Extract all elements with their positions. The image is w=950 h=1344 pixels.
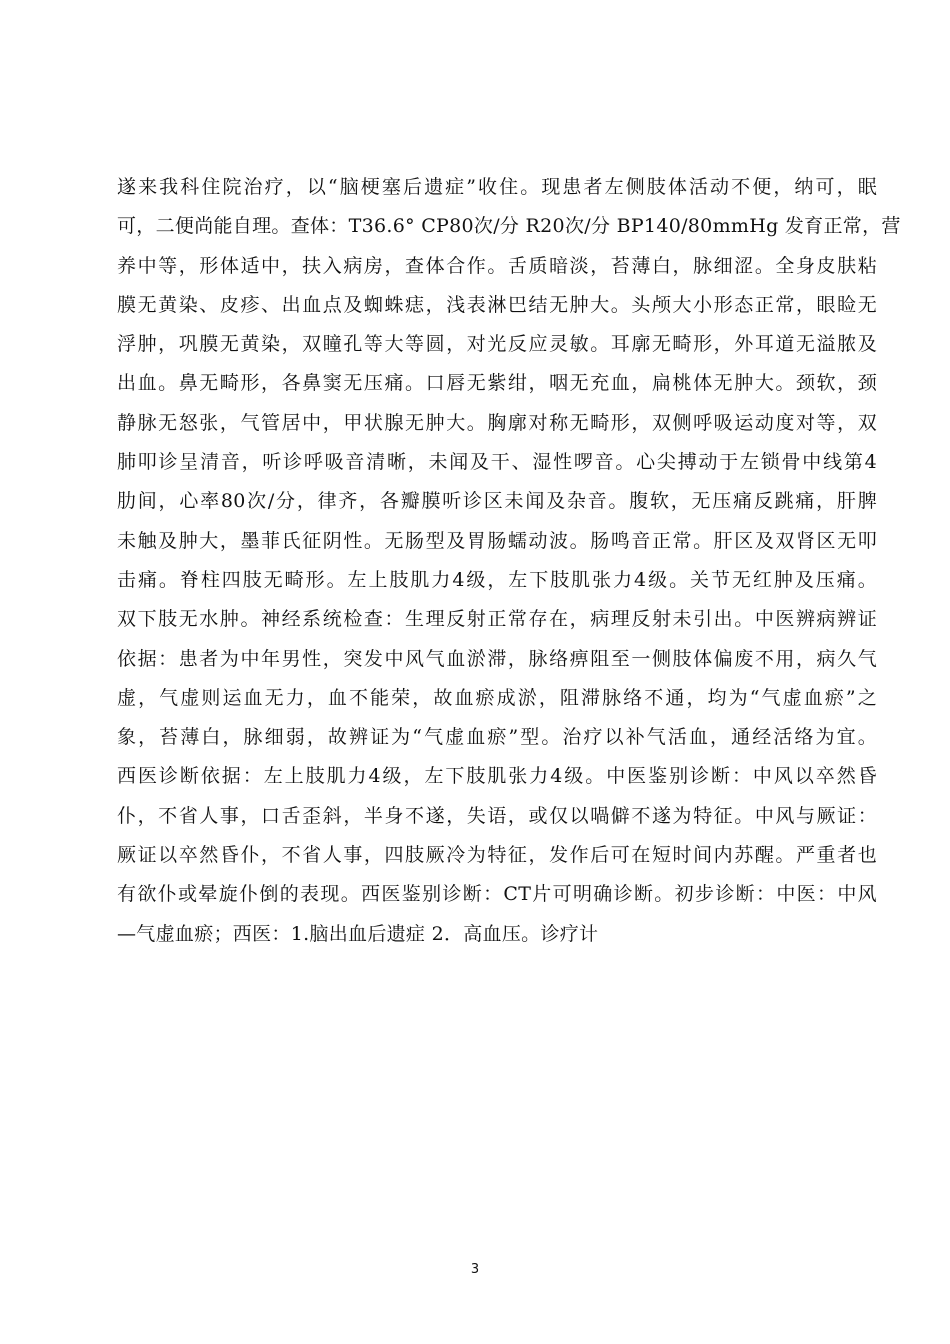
page-number: 3	[470, 1262, 480, 1277]
text-line: 肺叩诊呈清音，听诊呼吸音清晰，未闻及干、湿性啰音。心尖搏动于左锁骨中线第4	[117, 451, 877, 474]
text-line: 膜无黄染、皮疹、出血点及蜘蛛痣，浅表淋巴结无肿大。头颅大小形态正常，眼睑无	[117, 293, 877, 316]
text-line: 仆，不省人事，口舌歪斜，半身不遂，失语，或仅以喎僻不遂为特征。中风与厥证：	[117, 804, 877, 827]
text-line: 浮肿，巩膜无黄染，双瞳孔等大等圆，对光反应灵敏。耳廓无畸形，外耳道无溢脓及	[117, 333, 877, 356]
text-line: 遂来我科住院治疗，以“脑梗塞后遗症”收住。现患者左侧肢体活动不便，纳可，眠	[117, 176, 877, 198]
text-line: 出血。鼻无畸形，各鼻窦无压痛。口唇无紫绀，咽无充血，扁桃体无肿大。颈软，颈	[117, 372, 877, 395]
text-line: 西医诊断依据：左上肢肌力4级，左下肢肌张力4级。中医鉴别诊断：中风以卒然昏	[117, 765, 877, 788]
text-line: 养中等，形体适中，扶入病房，查体合作。舌质暗淡，苔薄白，脉细涩。全身皮肤粘	[117, 254, 877, 277]
text-line: —气虚血瘀；西医：1.脑出血后遗症 2．高血压。诊疗计	[117, 922, 599, 945]
text-line: 厥证以卒然昏仆，不省人事，四肢厥冷为特征，发作后可在短时间内苏醒。严重者也	[117, 844, 877, 867]
text-line: 虚，气虚则运血无力，血不能荣，故血瘀成淤，阻滞脉络不通，均为“气虚血瘀”之	[117, 686, 877, 709]
text-line: 击痛。脊柱四肢无畸形。左上肢肌力4级，左下肢肌张力4级。关节无红肿及压痛。	[117, 568, 877, 591]
text-line: 有欲仆或晕旋仆倒的表现。西医鉴别诊断：CT片可明确诊断。初步诊断：中医：中风	[117, 883, 877, 906]
text-line: 静脉无怒张，气管居中，甲状腺无肿大。胸廓对称无畸形，双侧呼吸运动度对等，双	[117, 411, 877, 434]
text-line: 象，苔薄白，脉细弱，故辨证为“气虚血瘀”型。治疗以补气活血，通经活络为宜。	[117, 726, 877, 749]
body-text	[117, 168, 901, 954]
text-line: 依据：患者为中年男性，突发中风气血淤滞，脉络痹阻至一侧肢体偏废不用，病久气	[117, 647, 877, 670]
text-line: 双下肢无水肿。神经系统检查：生理反射正常存在，病理反射未引出。中医辨病辨证	[117, 608, 877, 631]
text-line: 未触及肿大，墨菲氏征阴性。无肠型及胃肠蠕动波。肠鸣音正常。肝区及双肾区无叩	[117, 529, 877, 552]
text-line: 肋间，心率80次/分，律齐，各瓣膜听诊区未闻及杂音。腹软，无压痛反跳痛，肝脾	[117, 490, 877, 513]
text-line: 可，二便尚能自理。查体：T36.6° CP80次/分 R20次/分 BP140/80mmHg 发育正常，营	[117, 215, 901, 238]
